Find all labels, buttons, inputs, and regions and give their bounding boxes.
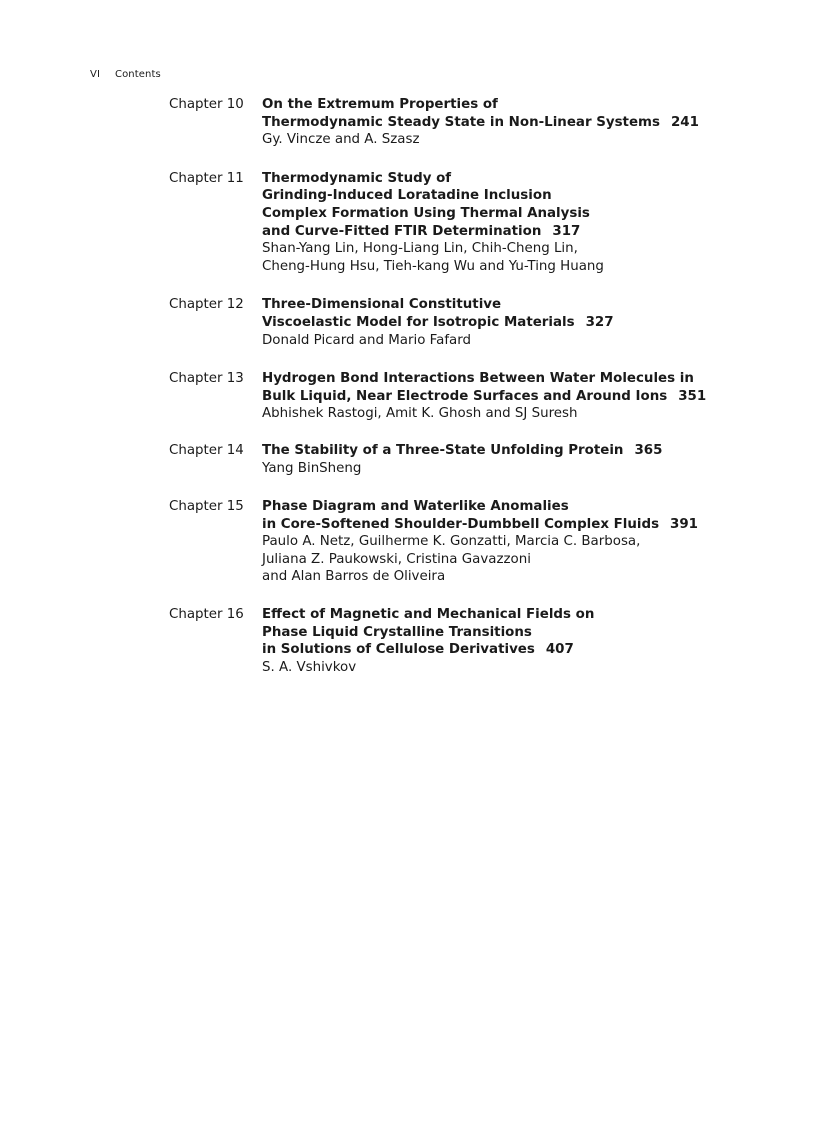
chapter-title-line [262, 442, 729, 460]
chapter-title-line [262, 388, 729, 406]
page-reference: 351 [678, 388, 707, 404]
author-line: Cheng-Hung Hsu, Tieh-kang Wu and Yu-Ting Huang [262, 258, 604, 274]
author-line: Yang BinSheng [262, 460, 362, 476]
toc-entry [169, 296, 729, 349]
entry-body [262, 498, 729, 586]
chapter-title-text: Thermodynamic Steady State in Non-Linear Systems [262, 114, 660, 130]
chapter-title-line [262, 370, 729, 388]
chapter-title-text: Viscoelastic Model for Isotropic Materials [262, 314, 575, 330]
page-reference: 391 [670, 516, 698, 532]
chapter-title-line [262, 624, 729, 642]
table-of-contents [169, 96, 729, 676]
page-reference: 365 [634, 442, 663, 458]
chapter-authors [262, 240, 729, 275]
chapter-label: Chapter 12 [169, 297, 244, 313]
toc-entry [169, 606, 729, 676]
chapter-title-text: Hydrogen Bond Interactions Between Water Molecules in [262, 371, 694, 387]
chapter-title-line [262, 114, 729, 132]
chapter-title-line [262, 223, 729, 241]
author-line: Abhishek Rastogi, Amit K. Ghosh and SJ Suresh [262, 406, 578, 422]
chapter-label: Chapter 14 [169, 442, 244, 458]
chapter-label: Chapter 15 [169, 499, 244, 515]
page-reference: 407 [545, 642, 574, 658]
chapter-label: Chapter 16 [169, 607, 244, 623]
chapter-authors [262, 131, 729, 149]
page-number: VI [90, 69, 100, 80]
chapter-label: Chapter 13 [169, 371, 244, 387]
author-line: Gy. Vincze and A. Szasz [262, 132, 420, 148]
chapter-title-line [262, 516, 729, 534]
chapter-title-text: Phase Liquid Crystalline Transitions [262, 624, 532, 640]
toc-entry [169, 442, 729, 477]
entry-body [262, 170, 729, 276]
chapter-title-line [262, 606, 729, 624]
chapter-title-line [262, 170, 729, 188]
chapter-title-text: Thermodynamic Study of [262, 170, 452, 186]
chapter-title-text: Three-Dimensional Constitutive [262, 297, 502, 313]
chapter-title-text: The Stability of a Three-State Unfolding Protein [262, 442, 624, 458]
chapter-title-text: Grinding-Induced Loratadine Inclusion [262, 188, 552, 204]
chapter-title-line [262, 96, 729, 114]
toc-entry [169, 498, 729, 586]
chapter-label: Chapter 10 [169, 97, 244, 112]
chapter-title-line [262, 187, 729, 205]
chapter-title-text: Effect of Magnetic and Mechanical Fields on [262, 607, 595, 623]
running-head [90, 69, 161, 80]
chapter-title-text: and Curve-Fitted FTIR Determination [262, 223, 542, 239]
chapter-title-text: Complex Formation Using Thermal Analysis [262, 205, 590, 221]
chapter-authors [262, 460, 729, 478]
entry-body [262, 370, 729, 423]
entry-body [262, 96, 729, 149]
chapter-title-line [262, 205, 729, 223]
page-reference: 327 [585, 314, 614, 330]
entry-body [262, 442, 729, 477]
chapter-title-text: On the Extremum Properties of [262, 97, 498, 112]
chapter-title-line [262, 314, 729, 332]
chapter-title-line [262, 498, 729, 516]
chapter-label: Chapter 11 [169, 170, 244, 186]
author-line: Shan-Yang Lin, Hong-Liang Lin, Chih-Cheng Lin, [262, 241, 578, 257]
chapter-title-line [262, 641, 729, 659]
toc-entry [169, 170, 729, 276]
running-head-section: Contents [115, 69, 161, 80]
entry-body [262, 296, 729, 349]
toc-entry [169, 96, 729, 149]
chapter-authors [262, 405, 729, 423]
chapter-title-text: in Solutions of Cellulose Derivatives [262, 642, 535, 658]
chapter-title-line [262, 296, 729, 314]
chapter-authors [262, 533, 729, 586]
chapter-title-text: Phase Diagram and Waterlike Anomalies [262, 499, 569, 515]
chapter-title-text: in Core-Softened Shoulder-Dumbbell Complex Fluids [262, 516, 660, 532]
chapter-title-text: Bulk Liquid, Near Electrode Surfaces and Around Ions [262, 388, 668, 404]
page-reference: 241 [670, 114, 699, 130]
page-reference: 317 [552, 223, 581, 239]
chapter-authors [262, 659, 729, 677]
toc-entry [169, 370, 729, 423]
author-line: Paulo A. Netz, Guilherme K. Gonzatti, Marcia C. Barbosa, [262, 534, 641, 550]
author-line: Juliana Z. Paukowski, Cristina Gavazzoni [262, 551, 531, 567]
author-line: S. A. Vshivkov [262, 659, 357, 675]
entry-body [262, 606, 729, 676]
author-line: and Alan Barros de Oliveira [262, 569, 446, 585]
author-line: Donald Picard and Mario Fafard [262, 332, 472, 348]
chapter-authors [262, 332, 729, 350]
